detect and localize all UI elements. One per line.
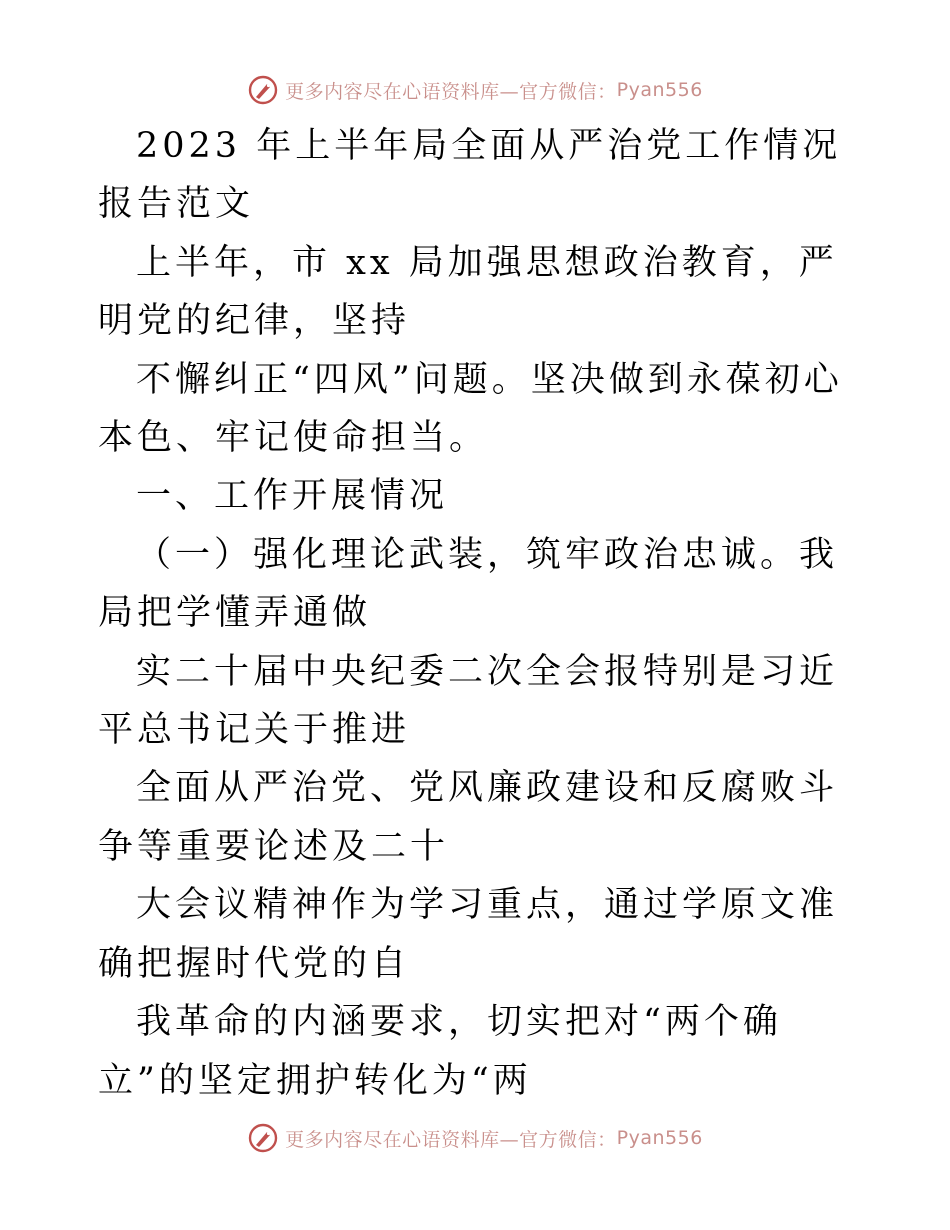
footer-wechat-id: Pyan556 [616,1127,703,1149]
body-paragraph: 全面从严治党、党风廉政建设和反腐败斗争等重要论述及二十 [98,768,839,867]
pen-nib-logo-icon [247,1122,279,1154]
body-paragraph: 我革命的内涵要求，切实把对“两个确立”的坚定拥护转化为“两 [98,1002,782,1101]
body-paragraph: 大会议精神作为学习重点，通过学原文准确把握时代党的自 [98,885,839,984]
header-site-text: 更多内容尽在心语资料库—官方微信： [285,80,617,103]
body-paragraph: 不懈纠正“四风”问题。坚决做到永葆初心本色、牢记使命担当。 [98,359,843,459]
header-wechat-id: Pyan556 [616,79,703,101]
body-paragraph: 实二十届中央纪委二次全会报特别是习近平总书记关于推进 [98,651,839,751]
section-heading: 一、工作开展情况 [136,476,449,517]
body-paragraph: 上半年，市 xx 局加强思想政治教育，严明党的纪律，坚持 [98,242,838,342]
pen-nib-logo-icon [247,74,279,106]
body-paragraph: （一）强化理论武装，筑牢政治忠诚。我局把学懂弄通做 [98,534,839,634]
footer-site-text: 更多内容尽在心语资料库—官方微信： [285,1128,617,1151]
document-title: 2023 年上半年局全面从严治党工作情况报告范文 [98,126,842,225]
document-body [98,117,858,1110]
footer-watermark-banner [0,1118,950,1158]
header-watermark-banner [0,70,950,110]
